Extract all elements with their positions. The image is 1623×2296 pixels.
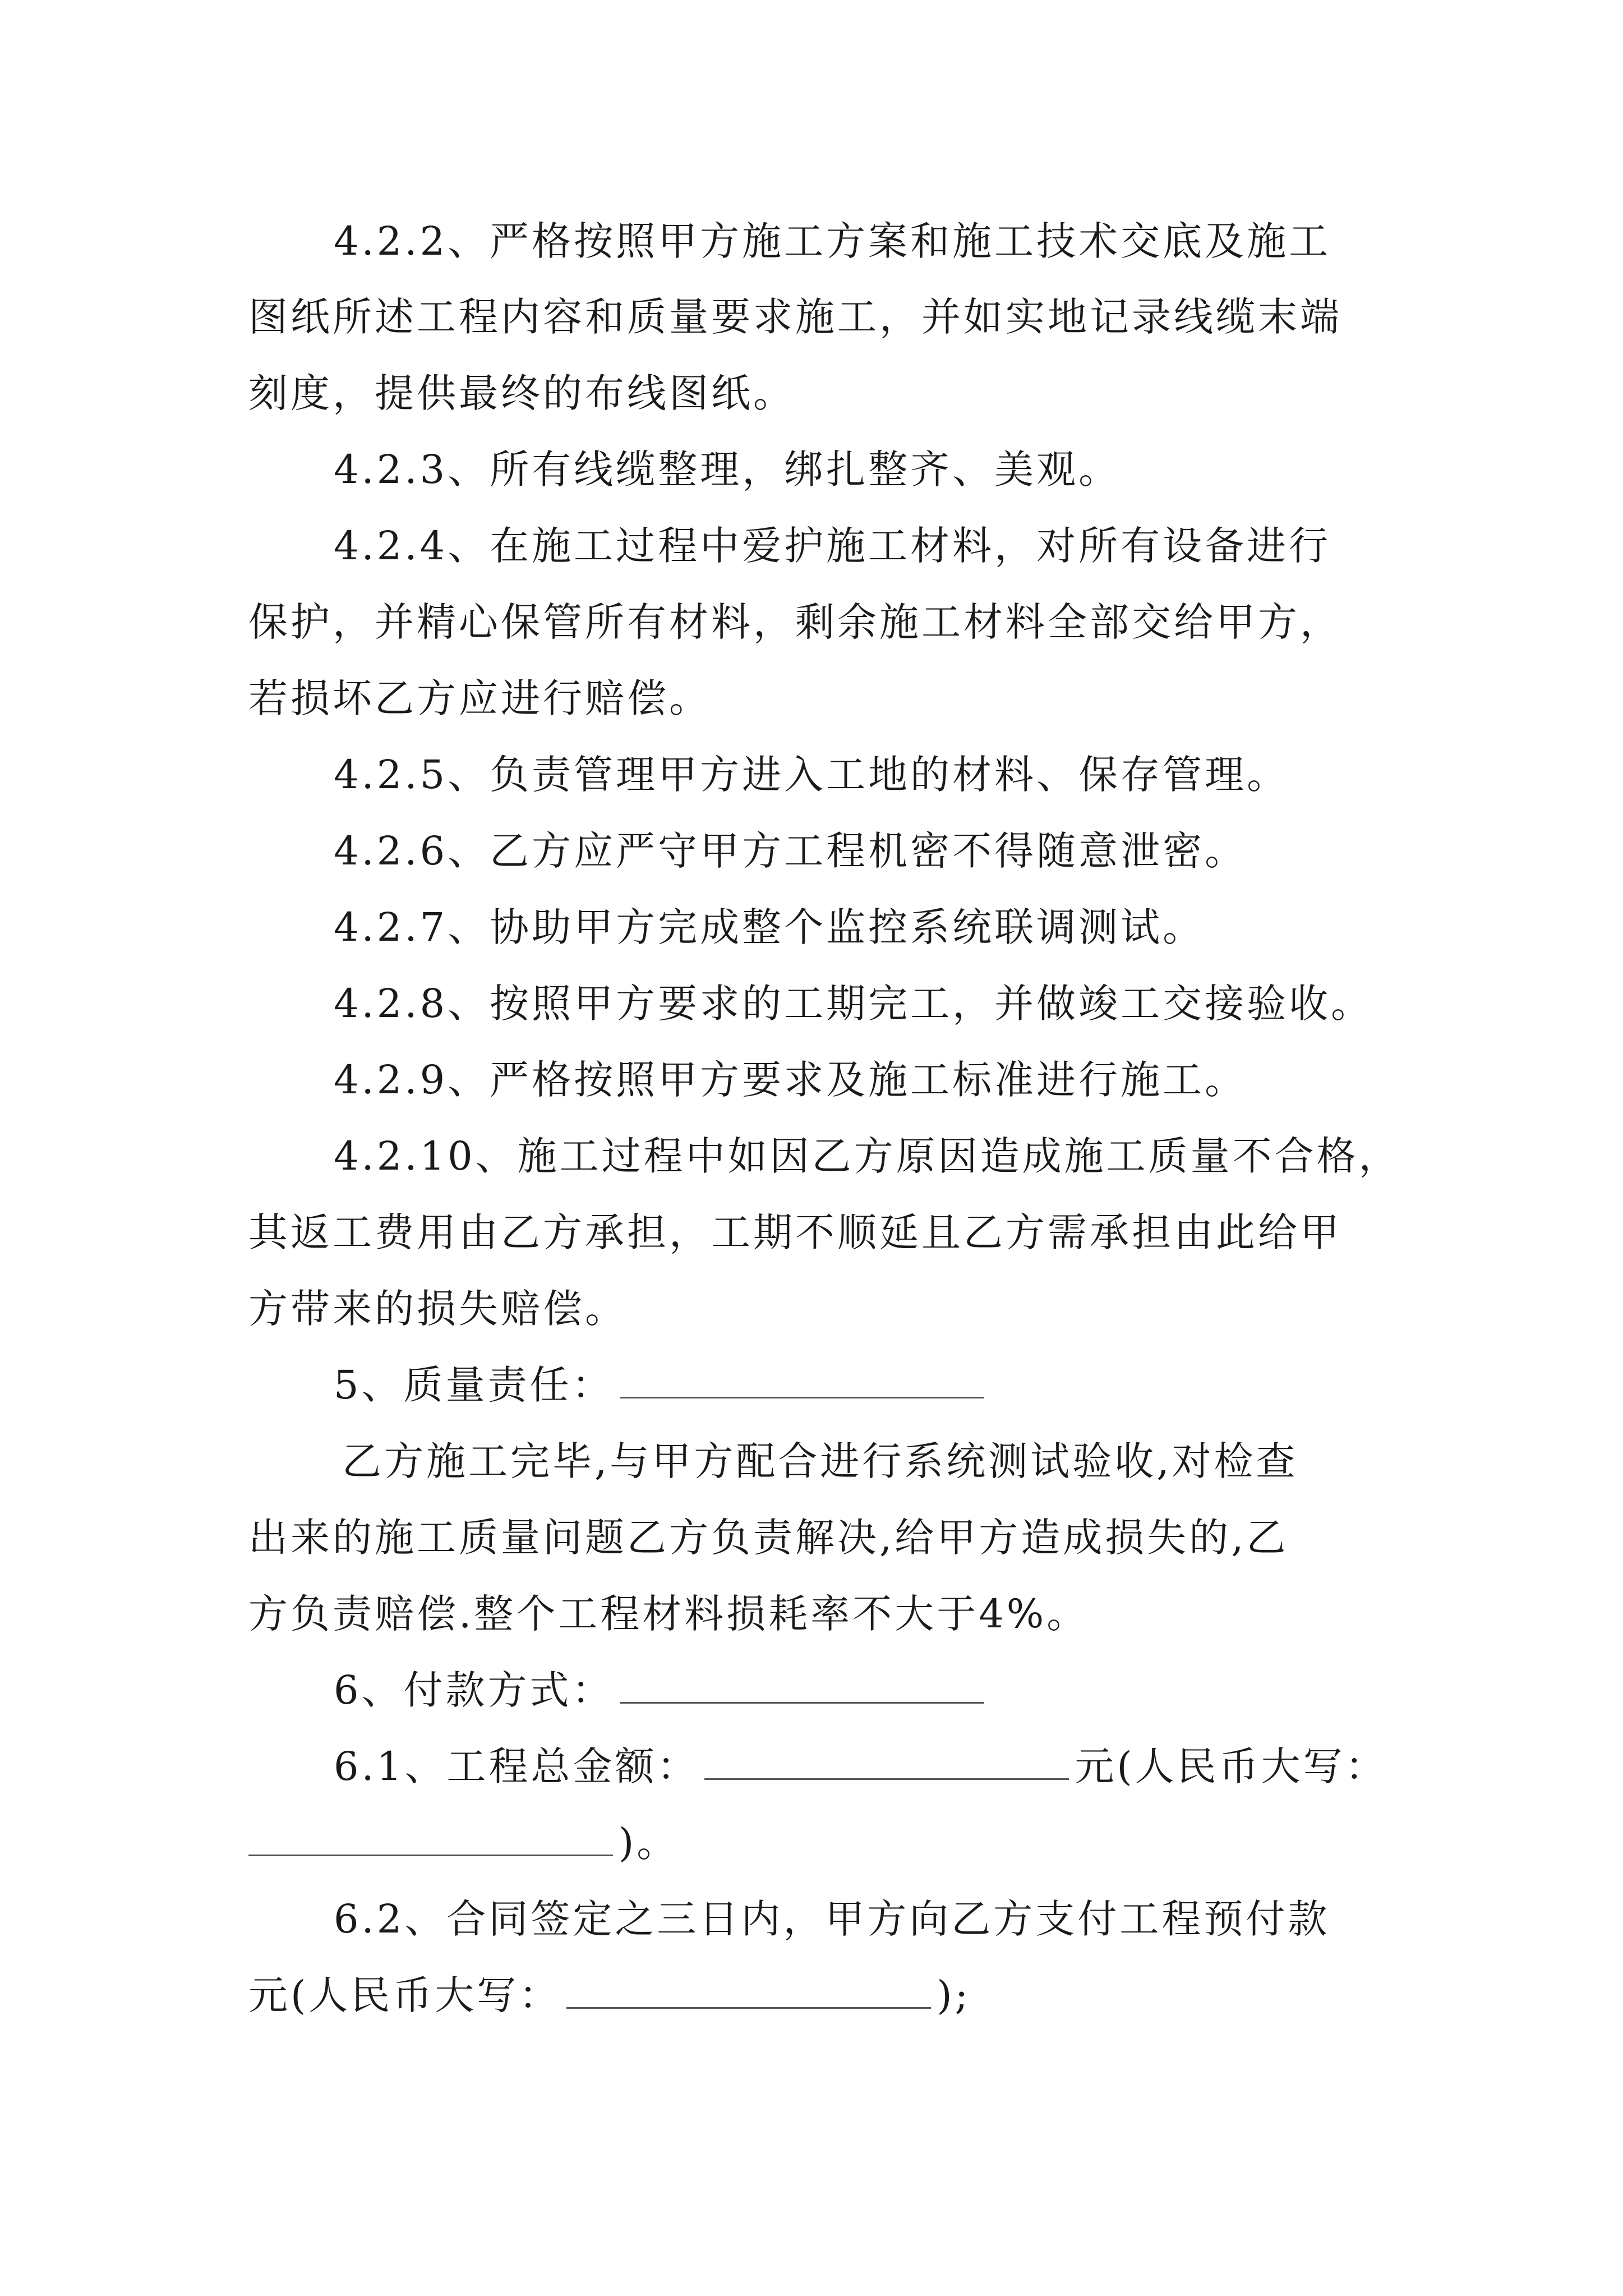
clause-6-2-suffix: ); [937,1972,971,2018]
section-5-heading: 5、质量责任： [334,1362,614,1408]
total-amount-blank [704,1750,1069,1780]
clause-4-2-4-line-2: 保护，并精心保管所有材料，剩余施工材料全部交给甲方， [248,599,1342,645]
clause-6-1-line-1 [334,1741,1387,1792]
clause-4-2-5: 4.2.5、负责管理甲方进入工地的材料、保存管理。 [334,752,1289,798]
clause-4-2-10-line-2: 其返工费用由乙方承担，工期不顺延且乙方需承担由此给甲 [248,1209,1342,1255]
section-5-heading-line [334,1360,990,1410]
clause-6-2-prefix: 元(人民币大写： [248,1972,561,2018]
clause-4-2-2-line-2: 图纸所述工程内容和质量要求施工，并如实地记录线缆末端 [248,294,1342,340]
clause-4-2-9: 4.2.9、严格按照甲方要求及施工标准进行施工。 [334,1057,1247,1103]
quality-responsibility-blank [620,1369,984,1398]
clause-4-2-2-line-1: 4.2.2、严格按照甲方施工方案和施工技术交底及施工 [334,218,1331,264]
clause-6-1-line-2 [248,1818,679,1868]
prepayment-words-blank [566,1979,931,2009]
clause-4-2-7: 4.2.7、协助甲方完成整个监控系统联调测试。 [334,904,1205,950]
section-6-heading: 6、付款方式： [334,1667,614,1713]
clause-6-1-suffix: )。 [619,1820,679,1866]
clause-6-1-prefix: 6.1、工程总金额： [334,1743,699,1789]
section-5-body-line-1: 乙方施工完毕,与甲方配合进行系统测试验收,对检查 [342,1438,1298,1484]
clause-4-2-10-line-3: 方带来的损失赔偿。 [248,1286,627,1332]
clause-4-2-4-line-3: 若损坏乙方应进行赔偿。 [248,675,711,721]
clause-4-2-8: 4.2.8、按照甲方要求的工期完工，并做竣工交接验收。 [334,981,1373,1027]
clause-6-2-line-2 [248,1970,971,2021]
clause-4-2-3: 4.2.3、所有线缆整理，绑扎整齐、美观。 [334,447,1121,493]
clause-6-2-line-1: 6.2、合同签定之三日内，甲方向乙方支付工程预付款 [334,1896,1330,1942]
section-6-heading-line [334,1665,990,1715]
clause-4-2-10-line-1: 4.2.10、施工过程中如因乙方原因造成施工质量不合格， [334,1133,1401,1179]
section-5-body-line-2: 出来的施工质量问题乙方负责解决,给甲方造成损失的,乙 [248,1515,1289,1561]
clause-6-1-mid: 元(人民币大写： [1075,1743,1387,1789]
clause-4-2-6: 4.2.6、乙方应严守甲方工程机密不得随意泄密。 [334,828,1247,874]
clause-4-2-2-line-3: 刻度，提供最终的布线图纸。 [248,370,795,416]
clause-4-2-4-line-1: 4.2.4、在施工过程中爱护施工材料，对所有设备进行 [334,523,1331,569]
section-5-body-line-3: 方负责赔偿.整个工程材料损耗率不大于4%。 [248,1591,1089,1637]
payment-method-blank [620,1674,984,1704]
total-amount-words-blank [248,1826,613,1856]
